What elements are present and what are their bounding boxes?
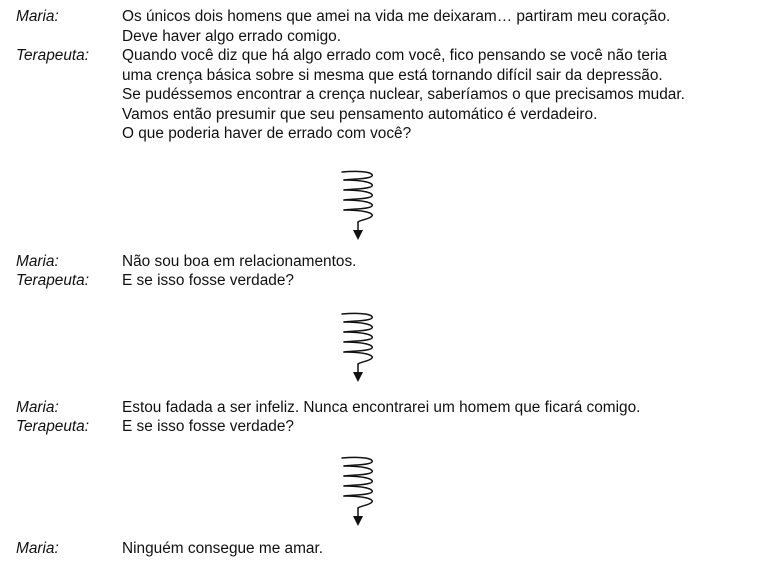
- utterance: [122, 252, 782, 272]
- utterance-line: E se isso fosse verdade?: [122, 418, 294, 435]
- speaker-label: Maria:: [16, 540, 59, 557]
- utterance-line: Estou fadada a ser infeliz. Nunca encontrarei um homem que ficará comigo.: [122, 399, 641, 416]
- utterance: [122, 417, 782, 437]
- utterance-line: Se pudéssemos encontrar a crença nuclear, saberíamos o que precisamos mudar.: [122, 86, 685, 103]
- speaker-label: Maria:: [16, 253, 59, 270]
- utterance-line: uma crença básica sobre si mesma que está tornando difícil sair da depressão.: [122, 66, 663, 84]
- downward-spiral-arrow-icon: [334, 452, 382, 528]
- utterance-line: Ninguém consegue me amar.: [122, 540, 324, 557]
- utterance: [122, 7, 782, 46]
- utterance-line: Deve haver algo errado comigo.: [122, 27, 342, 45]
- utterance-line: O que poderia haver de errado com você?: [122, 125, 412, 142]
- utterance-line: Quando você diz que há algo errado com você, fico pensando se você não teria: [122, 47, 668, 64]
- utterance: [122, 539, 782, 559]
- utterance-line: E se isso fosse verdade?: [122, 272, 294, 289]
- speaker-label: Terapeuta:: [16, 272, 90, 289]
- downward-spiral-arrow-icon: [334, 308, 382, 384]
- speaker-label: Maria:: [16, 399, 59, 416]
- utterance-line: Os únicos dois homens que amei na vida me deixaram… partiram meu coração.: [122, 8, 671, 25]
- utterance: [122, 46, 782, 144]
- speaker-label: Terapeuta:: [16, 418, 90, 435]
- utterance: [122, 271, 782, 291]
- utterance-line: Não sou boa em relacionamentos.: [122, 253, 357, 270]
- utterance: [122, 398, 782, 418]
- speaker-label: Maria:: [16, 8, 59, 25]
- utterance-line: Vamos então presumir que seu pensamento automático é verdadeiro.: [122, 105, 598, 123]
- speaker-label: Terapeuta:: [16, 47, 90, 64]
- downward-spiral-arrow-icon: [334, 166, 382, 242]
